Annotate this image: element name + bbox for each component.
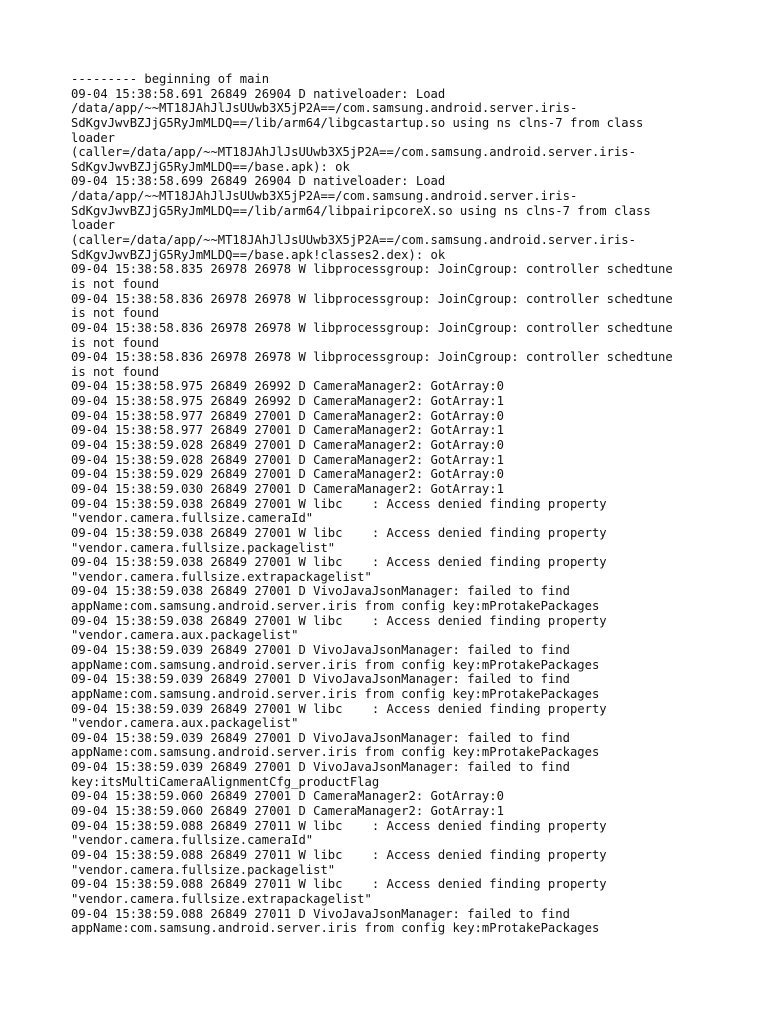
log-line: SdKgvJwvBZJjG5RyJmMLDQ==/base.apk!classes2.dex): ok	[71, 247, 446, 262]
log-line: --------- beginning of main	[71, 72, 270, 86]
log-line: "vendor.camera.fullsize.packagelist"	[71, 862, 336, 877]
log-line: is not found	[71, 306, 160, 321]
log-line: is not found	[71, 364, 160, 379]
log-line: 09-04 15:38:58.691 26849 26904 D nativeloader: Load	[71, 86, 446, 101]
log-line: 09-04 15:38:59.088 26849 27011 W libc : Access denied finding property	[71, 818, 607, 833]
log-line: key:itsMultiCameraAlignmentCfg_productFlag	[71, 774, 380, 789]
log-line: is not found	[71, 276, 160, 291]
log-line: appName:com.samsung.android.server.iris from config key:mProtakePackages	[71, 745, 600, 760]
log-line: 09-04 15:38:59.028 26849 27001 D CameraManager2: GotArray:1	[71, 452, 504, 467]
log-line: 09-04 15:38:59.060 26849 27001 D CameraManager2: GotArray:1	[71, 804, 504, 819]
log-line: 09-04 15:38:59.088 26849 27011 W libc : Access denied finding property	[71, 877, 607, 892]
log-line: SdKgvJwvBZJjG5RyJmMLDQ==/lib/arm64/libpairipcoreX.so using ns clns-7 from class	[71, 203, 651, 218]
log-line: 09-04 15:38:59.060 26849 27001 D CameraManager2: GotArray:0	[71, 789, 504, 804]
log-line: is not found	[71, 335, 160, 350]
log-line: appName:com.samsung.android.server.iris from config key:mProtakePackages	[71, 921, 600, 936]
log-line: 09-04 15:38:59.039 26849 27001 D VivoJavaJsonManager: failed to find	[71, 760, 570, 775]
log-line: "vendor.camera.fullsize.cameraId"	[71, 511, 314, 526]
log-document	[71, 72, 731, 936]
log-line: appName:com.samsung.android.server.iris from config key:mProtakePackages	[71, 657, 600, 672]
log-line: "vendor.camera.aux.packagelist"	[71, 628, 299, 643]
log-line: (caller=/data/app/~~MT18JAhJlJsUUwb3X5jP2A==/com.samsung.android.server.iris-	[71, 145, 636, 160]
log-line: 09-04 15:38:59.038 26849 27001 W libc : Access denied finding property	[71, 496, 607, 511]
log-line: 09-04 15:38:59.038 26849 27001 W libc : Access denied finding property	[71, 525, 607, 540]
log-line: SdKgvJwvBZJjG5RyJmMLDQ==/base.apk): ok	[71, 159, 350, 174]
log-line: SdKgvJwvBZJjG5RyJmMLDQ==/lib/arm64/libgcastartup.so using ns clns-7 from class	[71, 115, 644, 130]
log-line: 09-04 15:38:59.028 26849 27001 D CameraManager2: GotArray:0	[71, 438, 504, 453]
log-line: /data/app/~~MT18JAhJlJsUUwb3X5jP2A==/com.samsung.android.server.iris-	[71, 101, 578, 116]
log-line: 09-04 15:38:59.088 26849 27011 W libc : Access denied finding property	[71, 847, 607, 862]
log-line: "vendor.camera.fullsize.extrapackagelist"	[71, 569, 372, 584]
log-line: 09-04 15:38:58.977 26849 27001 D CameraManager2: GotArray:0	[71, 408, 504, 423]
log-line: 09-04 15:38:58.836 26978 26978 W libprocessgroup: JoinCgroup: controller schedtune	[71, 291, 673, 306]
log-line: 09-04 15:38:58.975 26849 26992 D CameraManager2: GotArray:0	[71, 379, 504, 394]
log-line: 09-04 15:38:58.975 26849 26992 D CameraManager2: GotArray:1	[71, 394, 504, 409]
log-line: 09-04 15:38:58.836 26978 26978 W libprocessgroup: JoinCgroup: controller schedtune	[71, 350, 673, 365]
log-line: (caller=/data/app/~~MT18JAhJlJsUUwb3X5jP2A==/com.samsung.android.server.iris-	[71, 233, 636, 248]
log-line: appName:com.samsung.android.server.iris from config key:mProtakePackages	[71, 599, 600, 614]
log-line: 09-04 15:38:59.039 26849 27001 D VivoJavaJsonManager: failed to find	[71, 672, 570, 687]
log-line: 09-04 15:38:58.977 26849 27001 D CameraManager2: GotArray:1	[71, 423, 504, 438]
log-line: 09-04 15:38:59.038 26849 27001 D VivoJavaJsonManager: failed to find	[71, 584, 570, 599]
log-line: 09-04 15:38:58.835 26978 26978 W libprocessgroup: JoinCgroup: controller schedtune	[71, 262, 673, 277]
log-line: 09-04 15:38:59.038 26849 27001 W libc : Access denied finding property	[71, 555, 607, 570]
log-line: "vendor.camera.fullsize.packagelist"	[71, 540, 336, 555]
log-line: 09-04 15:38:58.836 26978 26978 W libprocessgroup: JoinCgroup: controller schedtune	[71, 320, 673, 335]
log-line: 09-04 15:38:59.029 26849 27001 D CameraManager2: GotArray:0	[71, 467, 504, 482]
log-line: 09-04 15:38:59.039 26849 27001 D VivoJavaJsonManager: failed to find	[71, 730, 570, 745]
log-line: "vendor.camera.fullsize.cameraId"	[71, 833, 314, 848]
log-line: loader	[71, 218, 116, 233]
log-line: 09-04 15:38:59.038 26849 27001 W libc : Access denied finding property	[71, 613, 607, 628]
log-line: loader	[71, 130, 116, 145]
log-line: appName:com.samsung.android.server.iris from config key:mProtakePackages	[71, 686, 600, 701]
log-line: 09-04 15:38:59.088 26849 27011 D VivoJavaJsonManager: failed to find	[71, 906, 570, 921]
log-line: "vendor.camera.fullsize.extrapackagelist"	[71, 891, 372, 906]
log-line: 09-04 15:38:59.030 26849 27001 D CameraManager2: GotArray:1	[71, 481, 504, 496]
log-line: /data/app/~~MT18JAhJlJsUUwb3X5jP2A==/com.samsung.android.server.iris-	[71, 189, 578, 204]
log-line: 09-04 15:38:59.039 26849 27001 W libc : Access denied finding property	[71, 701, 607, 716]
log-line: 09-04 15:38:58.699 26849 26904 D nativeloader: Load	[71, 174, 446, 189]
log-line: "vendor.camera.aux.packagelist"	[71, 716, 299, 731]
log-line: 09-04 15:38:59.039 26849 27001 D VivoJavaJsonManager: failed to find	[71, 642, 570, 657]
